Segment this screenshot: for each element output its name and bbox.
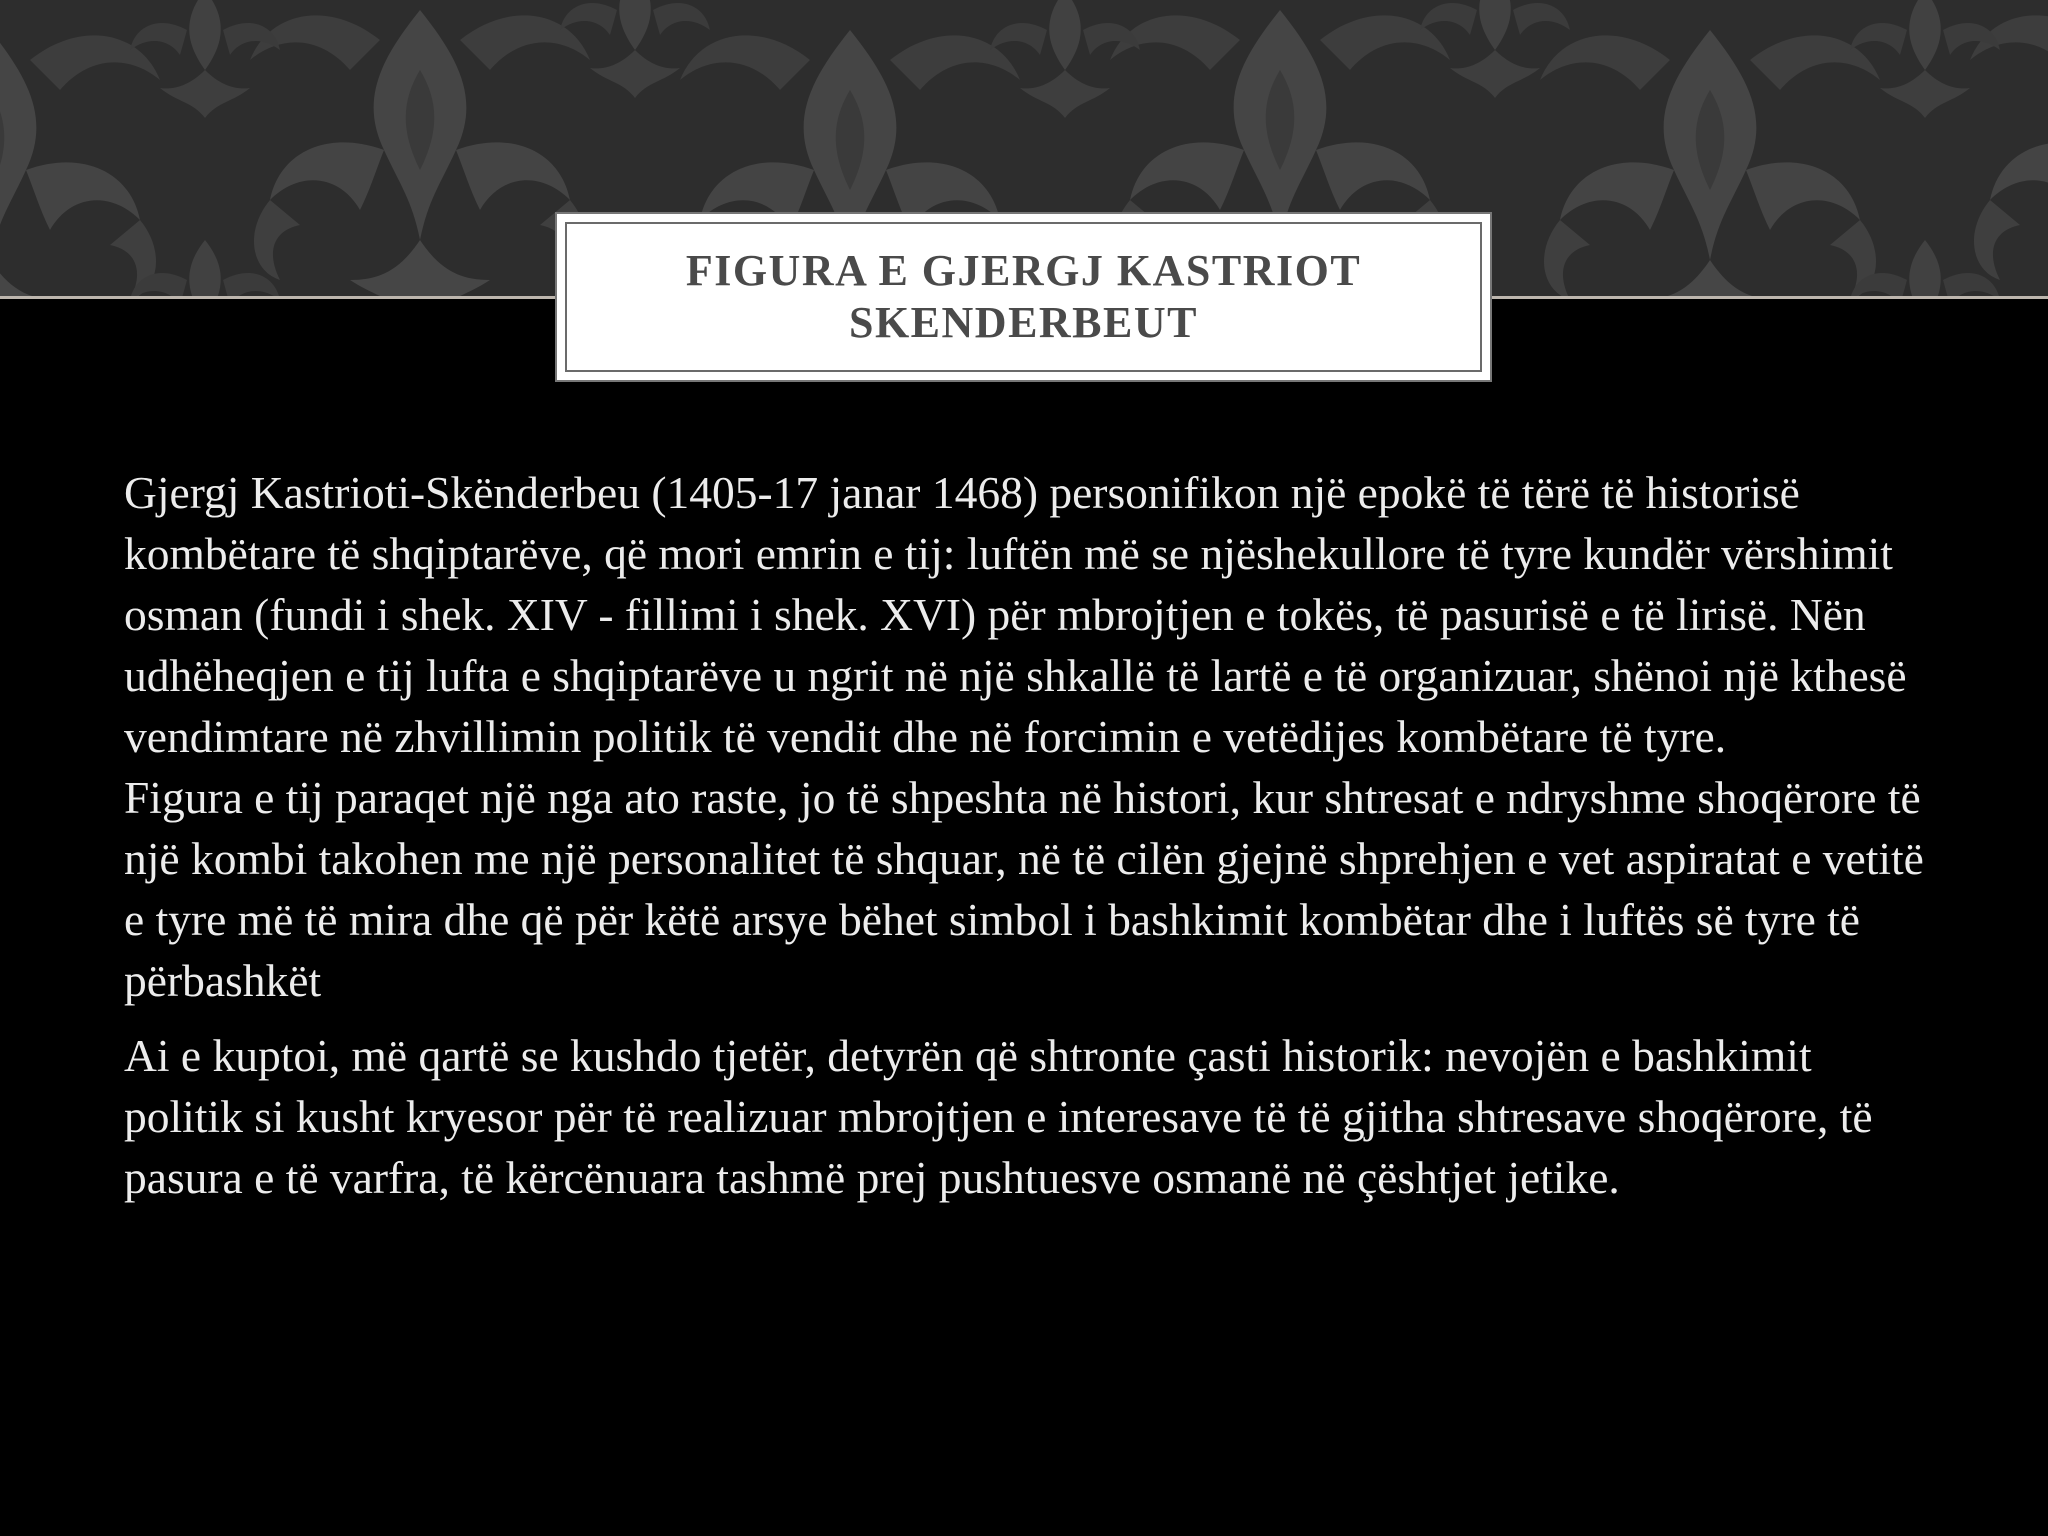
- title-box-inner-border: [565, 222, 1482, 372]
- body-paragraph-1: Gjergj Kastrioti-Skënderbeu (1405-17 janar 1468) personifikon një epokë të tërë të historisë kombëtare të shqiptarëve, që mori emrin e tij: luftën më se njëshekullore të tyre kundër vërshimit osman (fundi i shek. XIV - fillimi i shek. XVI) për mbrojtjen e tokës, të pasurisë e të lirisë. Nën udhëheqjen e tij lufta e shqiptarëve u ngrit në një shkallë të lartë e të organizuar, shënoi një kthesë vendimtare në zhvillimin politik të vendit dhe në forcimin e vetëdijes kombëtare të tyre.: [124, 467, 1907, 762]
- slide-title: FIGURA E GJERGJ KASTRIOT SKENDERBEUT: [685, 246, 1362, 347]
- body-paragraph-3: Ai e kuptoi, më qartë se kushdo tjetër, detyrën që shtronte çasti historik: nevojën e bashkimit politik si kusht kryesor për të realizuar mbrojtjen e interesave të të gjitha shtresave shoqërore, të pasura e të varfra, të kërcënuara tashmë prej pushtuesve osmanë në çështjet jetike.: [124, 1030, 1873, 1203]
- body-paragraph-2: Figura e tij paraqet një nga ato raste, jo të shpeshta në histori, kur shtresat e ndryshme shoqërore të një kombi takohen me një personalitet të shquar, në të cilën gjejnë shprehjen e vet aspiratat e vetitë e tyre më të mira dhe që për këtë arsye bëhet simbol i bashkimit kombëtar dhe i luftës së tyre të përbashkët: [124, 772, 1924, 1006]
- body-text-block: [124, 462, 1924, 1208]
- title-box: [555, 212, 1492, 382]
